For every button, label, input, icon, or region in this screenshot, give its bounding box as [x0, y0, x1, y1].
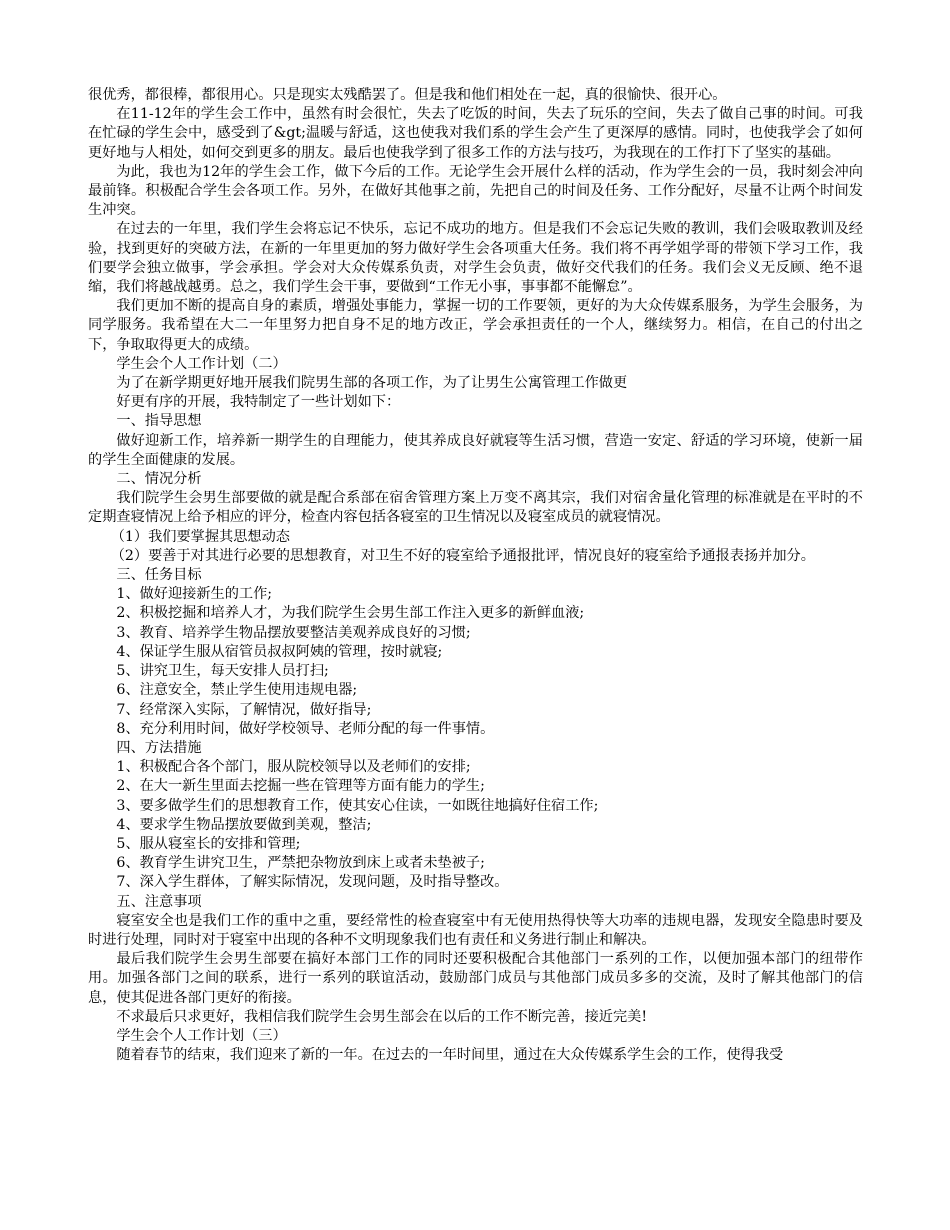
paragraph: 在11-12年的学生会工作中，虽然有时会很忙，失去了吃饭的时间，失去了玩乐的空间，失去了做自己事的时间。可我在忙碌的学生会中，感受到了&gt;温暖与舒适，这也使我对我们系的学生会产生了更深厚的感情。同时，也使我学会了如何更好地与人相处，如何交到更多的朋友。最后也使我学到了很多工作的方法与技巧，为我现在的工作打下了坚实的基础。 [88, 106, 863, 161]
list-item: 8、充分利用时间，做好学校领导、老师分配的每一件事情。 [116, 720, 495, 737]
list-item: 4、保证学生服从宿管员叔叔阿姨的管理，按时就寝; [116, 643, 443, 660]
list-item: 1、做好迎接新生的工作; [116, 586, 273, 603]
paragraph: 为了在新学期更好地开展我们院男生部的各项工作，为了让男生公寓管理工作做更 [116, 375, 628, 392]
list-item: 3、要多做学生们的思想教育工作，使其安心住读，一如既往地搞好住宿工作; [116, 797, 599, 814]
subheading: 三、任务目标 [116, 567, 202, 584]
subheading: 四、方法措施 [116, 739, 202, 756]
paragraph: 寝室安全也是我们工作的重中之重，要经常性的检查寝室中有无使用热得快等大功率的违规电器，发现安全隐患时要及时进行处理，同时对于寝室中出现的各种不文明现象我们也有责任和义务进行制止和解决。 [88, 912, 863, 948]
paragraph: 最后我们院学生会男生部要在搞好本部门工作的同时还要积极配合其他部门一系列的工作，以便加强本部门的纽带作用。加强各部门之间的联系，进行一系列的联谊活动，鼓励部门成员与其他部门成员多多的交流，及时了解其他部门的信息，使其促进各部门更好的衔接。 [88, 951, 863, 1006]
list-item: （1）我们要掌握其思想动态 [110, 528, 290, 545]
list-item: 2、积极挖掘和培养人才，为我们院学生会男生部工作注入更多的新鲜血液; [116, 605, 585, 622]
subheading: 一、指导思想 [116, 413, 202, 430]
list-item: 7、深入学生群体，了解实际情况，发现问题，及时指导整改。 [116, 874, 509, 891]
section-title: 学生会个人工作计划（三） [116, 1027, 287, 1044]
paragraph: 为此，我也为12年的学生会工作，做下今后的工作。无论学生会开展什么样的活动，作为学生会的一员，我时刻会冲向最前锋。积极配合学生会各项工作。另外，在做好其他事之前，先把自己的时间及任务、工作分配好，尽量不让两个时间发生冲突。 [88, 163, 863, 219]
paragraph: 好更有序的开展，我特制定了一些计划如下： [116, 394, 401, 411]
list-item: 5、服从寝室长的安排和管理; [116, 835, 301, 852]
list-item: 6、注意安全，禁止学生使用违规电器; [116, 682, 358, 699]
document-body [88, 86, 863, 1065]
paragraph-continuation: 很优秀，都很棒，都很用心。只是现实太残酷罢了。但是我和他们相处在一起，真的很愉快、很开心。 [88, 87, 727, 103]
paragraph: 不求最后只求更好，我相信我们院学生会男生部会在以后的工作不断完善，接近完美! [116, 1008, 648, 1025]
paragraph: 我们更加不断的提高自身的素质，增强处事能力，掌握一切的工作要领，更好的为大众传媒系服务，为学生会服务，为同学服务。我希望在大二一年里努力把自身不足的地方改正，学会承担责任的一个人，继续努力。相信，在自己的付出之下，争取取得更大的成绩。 [88, 298, 863, 353]
paragraph: 在过去的一年里，我们学生会将忘记不快乐，忘记不成功的地方。但是我们不会忘记失败的教训，我们会吸取教训及经验，找到更好的突破方法，在新的一年里更加的努力做好学生会各项重大任务。我们将不再学姐学哥的带领下学习工作，我们要学会独立做事，学会承担。学会对大众传媒系负责，对学生会负责，做好交代我们的任务。我们会义无反顾、绝不退缩，我们将越战越勇。总之，我们学生会干事，要做到“工作无小事，事事都不能懈怠”。 [88, 221, 863, 296]
subheading: 五、注意事项 [116, 893, 202, 910]
paragraph: 做好迎新工作，培养新一期学生的自理能力，使其养成良好就寝等生活习惯，营造一安定、舒适的学习环境，使新一届的学生全面健康的发展。 [88, 432, 863, 468]
list-item: 1、积极配合各个部门，服从院校领导以及老师们的安排; [116, 759, 471, 776]
subheading: 二、情况分析 [116, 471, 202, 488]
paragraph: 我们院学生会男生部要做的就是配合系部在宿舍管理方案上万变不离其宗，我们对宿舍量化管理的标准就是在平时的不定期查寝情况上给予相应的评分，检查内容包括各寝室的卫生情况以及寝室成员的就寝情况。 [88, 490, 863, 526]
list-item: （2）要善于对其进行必要的思想教育，对卫生不好的寝室给予通报批评，情况良好的寝室给予通报表扬并加分。 [110, 547, 815, 564]
section-title: 学生会个人工作计划（二） [116, 355, 287, 372]
list-item: 3、教育、培养学生物品摆放要整洁美观养成良好的习惯; [116, 624, 471, 641]
list-item: 6、教育学生讲究卫生，严禁把杂物放到床上或者未垫被子; [116, 855, 485, 872]
list-item: 2、在大一新生里面去挖掘一些在管理等方面有能力的学生; [116, 778, 485, 795]
list-item: 7、经常深入实际，了解情况，做好指导; [116, 701, 372, 718]
list-item: 4、要求学生物品摆放要做到美观，整洁; [116, 816, 372, 833]
paragraph: 随着春节的结束，我们迎来了新的一年。在过去的一年时间里，通过在大众传媒系学生会的工作，使得我受 [116, 1047, 784, 1064]
list-item: 5、讲究卫生，每天安排人员打扫; [116, 663, 329, 680]
